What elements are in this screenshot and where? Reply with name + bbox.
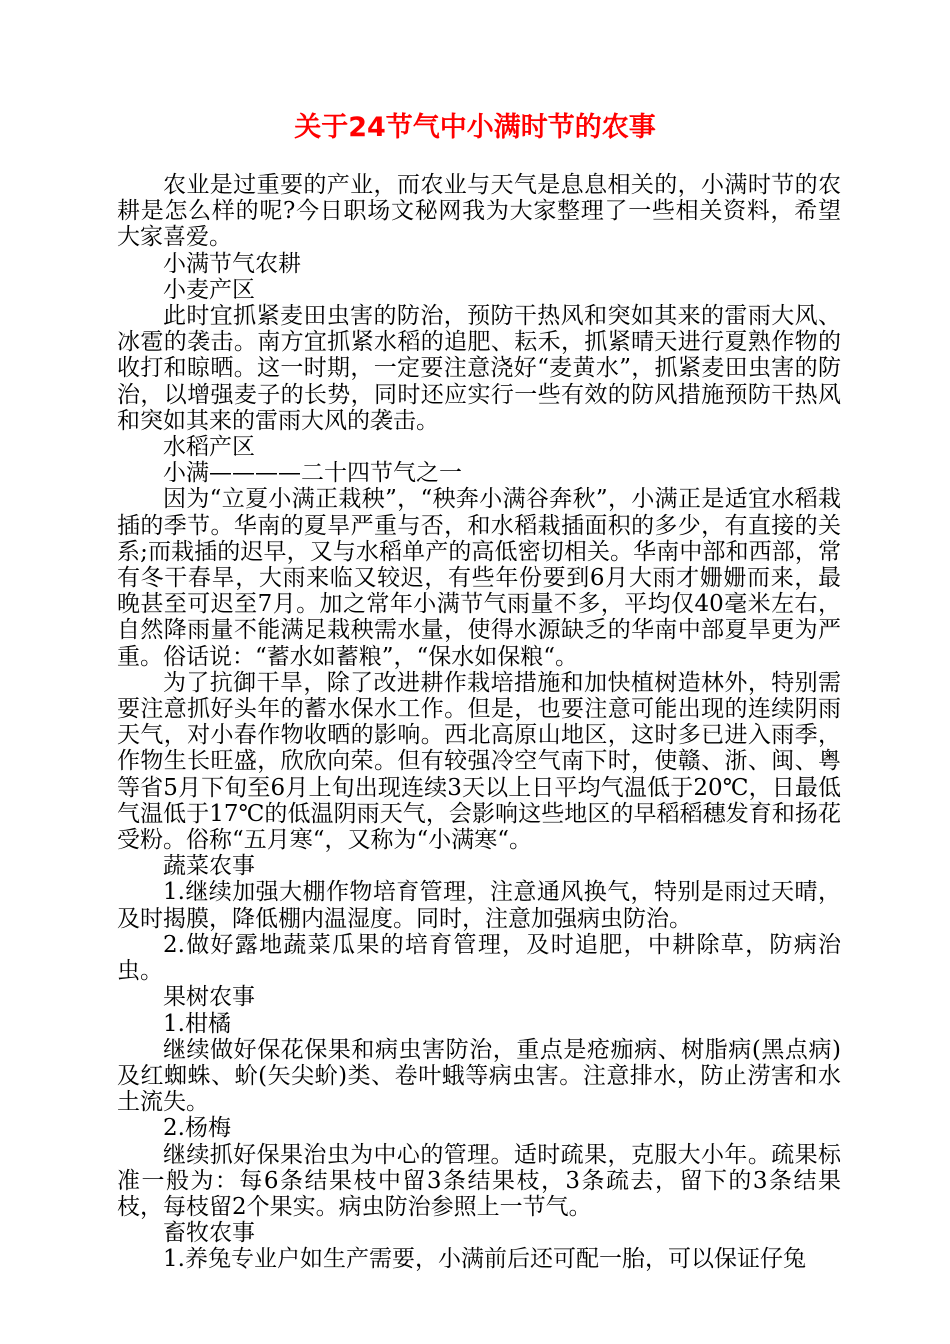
paragraph-vegetables-1: 1.继续加强大棚作物培育管理，注意通风换气，特别是雨过天晴，及时揭膜，降低棚内温湿度。同时，注意加强病虫防治。 — [117, 879, 841, 932]
section-heading-fruit-trees: 果树农事 — [163, 984, 255, 1011]
section-heading-vegetables: 蔬菜农事 — [163, 853, 255, 880]
document-body — [117, 172, 841, 1273]
paragraph-citrus: 继续做好保花保果和病虫害防治，重点是疮痂病、树脂病(黑点病)及红蜘蛛、蚧(矢尖蚧)类、卷叶蛾等病虫害。注意排水，防止涝害和水土流失。 — [117, 1036, 841, 1116]
paragraph-bayberry: 继续抓好保果治虫为中心的管理。适时疏果，克服大小年。疏果标准一般为：每6条结果枝中留3条结果枝，3条疏去，留下的3条结果枝，每枝留2个果实。病虫防治参照上一节气。 — [117, 1141, 841, 1220]
section-heading-xiaoman-farming: 小满节气农耕 — [163, 250, 301, 277]
paragraph-vegetables-2: 2.做好露地蔬菜瓜果的培育管理，及时追肥，中耕除草，防病治虫。 — [117, 931, 841, 985]
subsection-heading-rice: 水稻产区 — [163, 434, 255, 461]
paragraph-rabbit: 1.养兔专业户如生产需要，小满前后还可配一胎，可以保证仔兔 — [163, 1246, 806, 1273]
subsection-heading-bayberry: 2.杨梅 — [163, 1115, 231, 1142]
subsection-heading-citrus: 1.柑橘 — [163, 1010, 231, 1037]
paragraph-solar-term-note: 小满————二十四节气之一 — [163, 460, 462, 487]
paragraph-intro: 农业是过重要的产业，而农业与天气是息息相关的，小满时节的农耕是怎么样的呢?今日职场文秘网我为大家整理了一些相关资料，希望大家喜爱。 — [117, 172, 841, 251]
paragraph-rice-planting: 因为“立夏小满正栽秧”，“秧奔小满谷奔秋”，小满正是适宜水稻栽插的季节。华南的夏旱严重与否，和水稻栽插面积的多少，有直接的关系;而栽插的迟早，又与水稻单产的高低密切相关。华南中部和西部，常有冬干春旱，大雨来临又较迟，有些年份要到6月大雨才姗姗而来，最晚甚至可迟至7月。加之常年小满节气雨量不多，平均仅40毫米左右，自然降雨量不能满足栽秧需水量，使得水源缺乏的华南中部夏旱更为严重。俗话说：“蓄水如蓄粮”，“保水如保粮“。 — [117, 486, 841, 670]
subsection-heading-wheat: 小麦产区 — [163, 276, 255, 303]
section-heading-livestock: 畜牧农事 — [163, 1220, 255, 1247]
document-title: 关于24节气中小满时节的农事 — [294, 112, 656, 143]
paragraph-wheat: 此时宜抓紧麦田虫害的防治，预防干热风和突如其来的雷雨大风、冰雹的袭击。南方宜抓紧水稻的追肥、耘禾，抓紧晴天进行夏熟作物的收打和晾晒。这一时期，一定要注意浇好“麦黄水”，抓紧麦田虫害的防治，以增强麦子的长势，同时还应实行一些有效的防风措施预防干热风和突如其来的雷雨大风的袭击。 — [117, 303, 841, 434]
paragraph-drought: 为了抗御干旱，除了改进耕作栽培措施和加快植树造林外，特别需要注意抓好头年的蓄水保水工作。但是，也要注意可能出现的连续阴雨天气，对小春作物收晒的影响。西北高原山地区，这时多已进入雨季，作物生长旺盛，欣欣向荣。但有较强冷空气南下时，使赣、浙、闽、粤等省5月下旬至6月上旬出现连续3天以上日平均气温低于20℃，日最低气温低于17℃的低温阴雨天气，会影响这些地区的早稻稻穗发育和扬花受粉。俗称“五月寒“，又称为“小满寒“。 — [117, 669, 841, 854]
